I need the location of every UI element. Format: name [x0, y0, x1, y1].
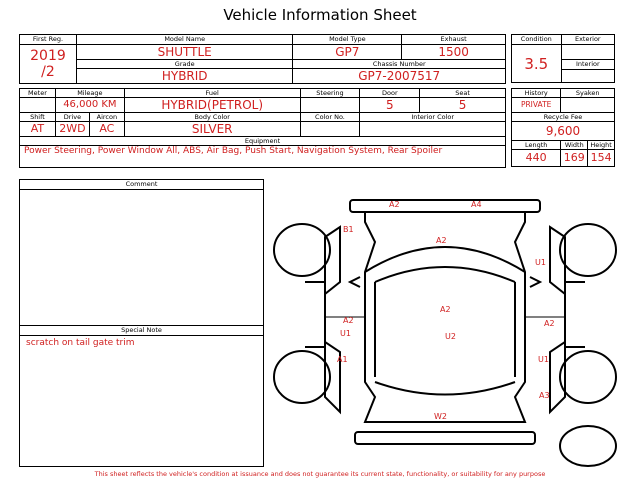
history-table — [511, 88, 615, 167]
disclaimer: This sheet reflects the vehicle's condition at issuance and does not guarantee its current state, functionality, or suitability for any purpose — [94, 470, 546, 478]
fuel-label: Fuel — [205, 89, 219, 97]
fuel-value: HYBRID(PETROL) — [161, 98, 264, 112]
condition-label: Condition — [520, 35, 552, 43]
model-name-value: SHUTTLE — [157, 45, 212, 59]
damage-mark: A1 — [337, 355, 348, 364]
syaken-label: Syaken — [575, 89, 600, 97]
recycle-fee-value: 9,600 — [545, 124, 581, 138]
equipment-label: Equipment — [244, 137, 281, 145]
history-label: History — [524, 89, 548, 97]
model-name-label: Model Name — [164, 35, 206, 43]
page-title: Vehicle Information Sheet — [223, 6, 417, 24]
body-color-label: Body Color — [194, 113, 230, 121]
steering-label: Steering — [316, 89, 344, 97]
exterior-label: Exterior — [574, 35, 601, 43]
special-note-label: Special Note — [121, 326, 162, 334]
exhaust-value: 1500 — [438, 45, 469, 59]
equipment-value: Power Steering, Power Window All, ABS, Air Bag, Push Start, Navigation System, Rear Spoiler — [24, 146, 443, 156]
damage-mark: A4 — [471, 200, 482, 209]
damage-mark: A2 — [544, 319, 555, 328]
first-reg-label: First Reg. — [32, 35, 64, 43]
spec-table — [19, 88, 506, 168]
damage-mark: U1 — [340, 329, 351, 338]
length-value: 440 — [525, 151, 547, 164]
grade-label: Grade — [174, 60, 195, 68]
seat-label: Seat — [455, 89, 470, 97]
spare-wheel-icon — [560, 426, 616, 466]
interior-color-label: Interior Color — [411, 113, 455, 121]
height-value: 154 — [590, 151, 612, 164]
condition-value: 3.5 — [524, 54, 549, 73]
drive-value: 2WD — [59, 122, 86, 135]
meter-label: Meter — [28, 89, 47, 97]
damage-mark: U1 — [538, 355, 549, 364]
front-left-wheel-icon — [274, 224, 330, 276]
aircon-value: AC — [99, 122, 115, 135]
color-no-label: Color No. — [315, 113, 345, 121]
interior-label: Interior — [575, 60, 600, 68]
grade-value: HYBRID — [161, 69, 208, 83]
aircon-label: Aircon — [96, 113, 118, 121]
chassis-number-value: GP7-2007517 — [358, 69, 441, 83]
history-value: PRIVATE — [520, 100, 552, 109]
condition-table — [511, 34, 615, 83]
shift-label: Shift — [30, 113, 45, 121]
model-type-label: Model Type — [329, 35, 366, 43]
damage-mark: A3 — [539, 391, 550, 400]
door-value: 5 — [386, 98, 394, 112]
damage-mark: A2 — [343, 316, 354, 325]
damage-mark: A2 — [440, 305, 451, 314]
rear-left-wheel-icon — [274, 351, 330, 403]
exhaust-label: Exhaust — [440, 35, 467, 43]
car-damage-diagram — [270, 182, 620, 468]
width-value: 169 — [563, 151, 585, 164]
first-reg-month: /2 — [41, 64, 55, 80]
shift-value: AT — [30, 122, 45, 135]
rear-right-wheel-icon — [560, 351, 616, 403]
comment-box — [19, 179, 264, 467]
mileage-value: 46,000 KM — [63, 99, 117, 110]
mileage-label: Mileage — [77, 89, 103, 97]
damage-mark: A2 — [436, 236, 447, 245]
info-table — [19, 34, 506, 84]
door-label: Door — [382, 89, 398, 97]
damage-mark: B1 — [343, 225, 354, 234]
front-right-wheel-icon — [560, 224, 616, 276]
damage-mark: U1 — [535, 258, 546, 267]
chassis-number-label: Chassis Number — [372, 60, 426, 68]
seat-value: 5 — [458, 98, 467, 112]
special-note-value: scratch on tail gate trim — [26, 338, 135, 348]
damage-mark: W2 — [434, 412, 447, 421]
first-reg-year: 2019 — [30, 48, 66, 64]
height-label: Height — [590, 141, 612, 149]
recycle-fee-label: Recycle Fee — [543, 113, 583, 121]
drive-label: Drive — [63, 113, 82, 121]
comment-label: Comment — [125, 180, 158, 188]
body-color-value: SILVER — [191, 122, 233, 136]
model-type-value: GP7 — [335, 45, 360, 59]
length-label: Length — [524, 141, 548, 149]
damage-mark: A2 — [389, 200, 400, 209]
damage-mark: U2 — [445, 332, 456, 341]
width-label: Width — [564, 141, 584, 149]
